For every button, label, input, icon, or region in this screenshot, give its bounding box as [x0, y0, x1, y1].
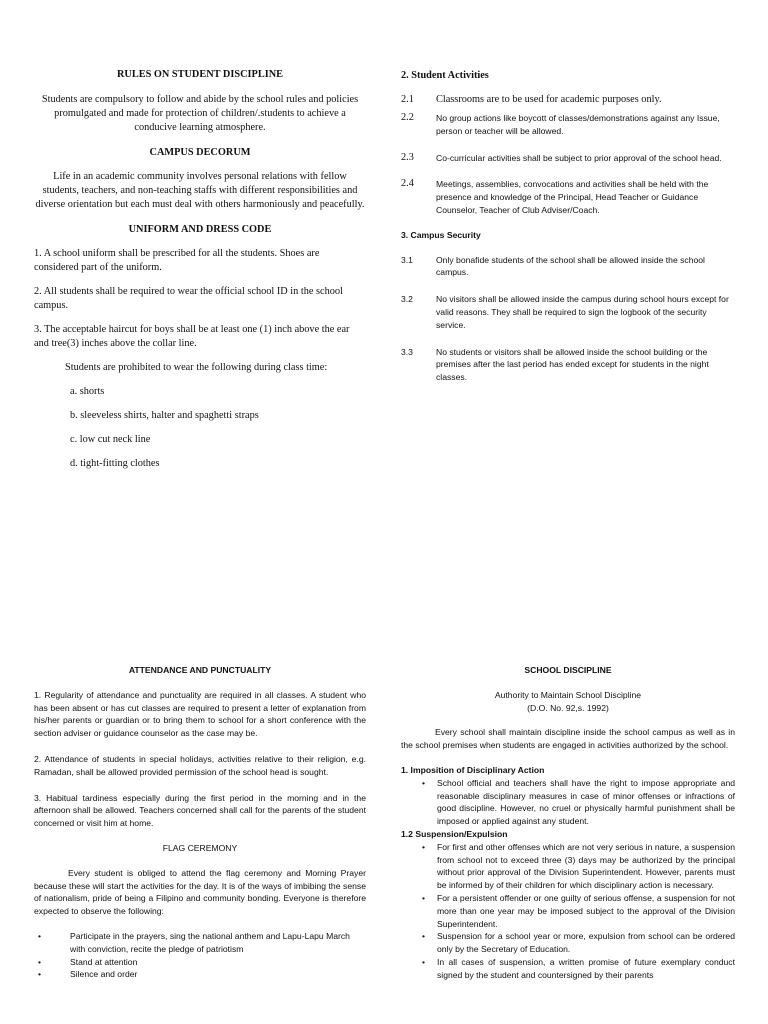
activity-item	[401, 152, 737, 165]
prohibited-item: c. low cut neck line	[70, 434, 151, 445]
uniform-item: 2. All students shall be required to wear the official school ID in the school campus.	[34, 286, 343, 311]
rules-title: RULES ON STUDENT DISCIPLINE	[116, 69, 284, 80]
school-discipline-column	[401, 664, 735, 982]
security-item	[401, 254, 737, 280]
activity-text: Classrooms are to be used for academic purposes only.	[436, 94, 662, 105]
activities-column	[401, 69, 737, 384]
flag-ceremony-list	[34, 930, 366, 981]
campus-security-heading: 3. Campus Security	[401, 229, 481, 240]
list-item: • For first and other offenses which are not very serious in nature, a suspension from school not to exceed three (3) days may be authorized by the principal without prior approval of the Division Superintendent. However, parents must be informed by of their children for which disciplinary action is necessary.	[401, 841, 735, 892]
prohibited-item: b. sleeveless shirts, halter and spaghetti straps	[70, 410, 259, 421]
imposition-heading: 1. Imposition of Disciplinary Action	[401, 764, 545, 775]
rules-column	[34, 68, 366, 471]
list-item: • For a persistent offender or one guilty of serious offense, a suspension for not more than one year may be imposed subject to the approval of the Division Superintendent.	[401, 892, 735, 930]
list-item: • Silence and order	[34, 968, 366, 981]
list-item: • Stand at attention	[34, 956, 366, 969]
activity-item	[401, 112, 737, 138]
campus-decorum-heading: CAMPUS DECORUM	[149, 147, 251, 158]
student-activities-heading: 2. Student Activities	[401, 70, 489, 81]
prohibited-intro: Students are prohibited to wear the following during class time:	[65, 362, 328, 373]
security-item	[401, 293, 737, 331]
flag-ceremony-heading: FLAG CEREMONY	[162, 842, 238, 853]
security-number: 3.3	[401, 346, 413, 357]
authority-reference: (D.O. No. 92,s. 1992)	[527, 702, 609, 713]
school-discipline-heading: SCHOOL DISCIPLINE	[524, 665, 612, 675]
activity-text: No group actions like boycott of classes/demonstrations against any Issue, person or teacher will be allowed.	[436, 113, 720, 136]
list-item: • School official and teachers shall have the right to impose appropriate and reasonable disciplinary measures in case of minor offenses or infractions of good discipline. However, no cruel or physically harmful punishment shall be imposed or applied against any student.	[401, 777, 735, 828]
attendance-column	[34, 664, 366, 981]
campus-decorum-text: Life in an academic community involves personal relations with fellow students, teachers, and non-teaching staffs with different responsibilities and diverse orientation but each must deal with others harmoniously and peacefully.	[35, 171, 365, 210]
suspension-list	[401, 841, 735, 982]
authority-title: Authority to Maintain School Discipline	[494, 689, 642, 700]
activity-number: 2.1	[401, 94, 414, 105]
uniform-item: 1. A school uniform shall be prescribed for all the students. Shoes are considered part of the uniform.	[34, 248, 320, 273]
authority-text: Every school shall maintain discipline inside the school campus as well as in the school premises when students are engaged in activities authorized by the school.	[401, 727, 735, 751]
security-text: Only bonafide students of the school shall be allowed inside the school campus.	[436, 254, 705, 278]
imposition-list	[401, 777, 735, 828]
list-item: • In all cases of suspension, a written promise of future exemplary conduct signed by the student and countersigned by their parents	[401, 956, 735, 982]
uniform-heading: UNIFORM AND DRESS CODE	[128, 224, 272, 235]
security-number: 3.2	[401, 294, 413, 305]
rules-intro: Students are compulsory to follow and abide by the school rules and policies promulgated and made for protection of children/.students to achieve a conducive learning atmosphere.	[41, 94, 359, 133]
list-item: • Suspension for a school year or more, expulsion from school can be ordered only by the Secretary of Education.	[401, 930, 735, 956]
prohibited-item: d. tight-fitting clothes	[70, 458, 160, 469]
flag-ceremony-text: Every student is obliged to attend the flag ceremony and Morning Prayer because these will start the activities for the day. It is of the ways of imbibing the sense of nationalism, pride of being a Filipino and community bonding. Everyone is therefore expected to observe the following:	[34, 867, 366, 917]
security-number: 3.1	[401, 254, 413, 265]
activity-number: 2.3	[401, 151, 414, 163]
security-text: No students or visitors shall be allowed inside the school building or the premises after the last period has ended except for students in the night classes.	[436, 346, 709, 383]
prohibited-item: a. shorts	[70, 386, 105, 397]
attendance-item: 3. Habitual tardiness especially during the first period in the morning and in the afternoon shall be allowed. Teachers concerned shall call for the parents of the student concerned or visit him at home.	[34, 792, 366, 829]
security-item	[401, 346, 737, 384]
uniform-item: 3. The acceptable haircut for boys shall be at least one (1) inch above the ear and tree(3) inches above the collar line.	[34, 324, 350, 349]
activity-item	[401, 93, 737, 107]
activity-number: 2.4	[401, 178, 414, 190]
activity-text: Co-curricular activities shall be subject to prior approval of the school head.	[436, 152, 722, 163]
attendance-heading: ATTENDANCE AND PUNCTUALITY	[128, 665, 272, 675]
security-text: No visitors shall be allowed inside the campus during school hours except for valid reasons. They shall be required to sign the logbook of the security service.	[436, 294, 729, 330]
attendance-item: 2. Attendance of students in special holidays, activities relative to their religion, e.g. Ramadan, shall be allowed provided permission of the school head is sought.	[34, 753, 366, 777]
attendance-item: 1. Regularity of attendance and punctuality are required in all classes. A student who has been absent or has cut classes are required to present a letter of explanation from his/her parents or guardian or to bring them to school for a short conference with the section adviser or guidance counselor as the case may be.	[34, 689, 366, 739]
activity-number: 2.2	[401, 112, 414, 123]
suspension-heading: 1.2 Suspension/Expulsion	[401, 828, 508, 839]
list-item: • Participate in the prayers, sing the national anthem and Lapu-Lapu March with conviction, recite the pledge of patriotism	[34, 930, 366, 956]
activity-text: Meetings, assemblies, convocations and activities shall be held with the presence and knowledge of the Principal, Head Teacher or Guidance Counselor, Teacher of Club Adviser/Coach.	[436, 179, 709, 215]
activity-item	[401, 178, 737, 216]
